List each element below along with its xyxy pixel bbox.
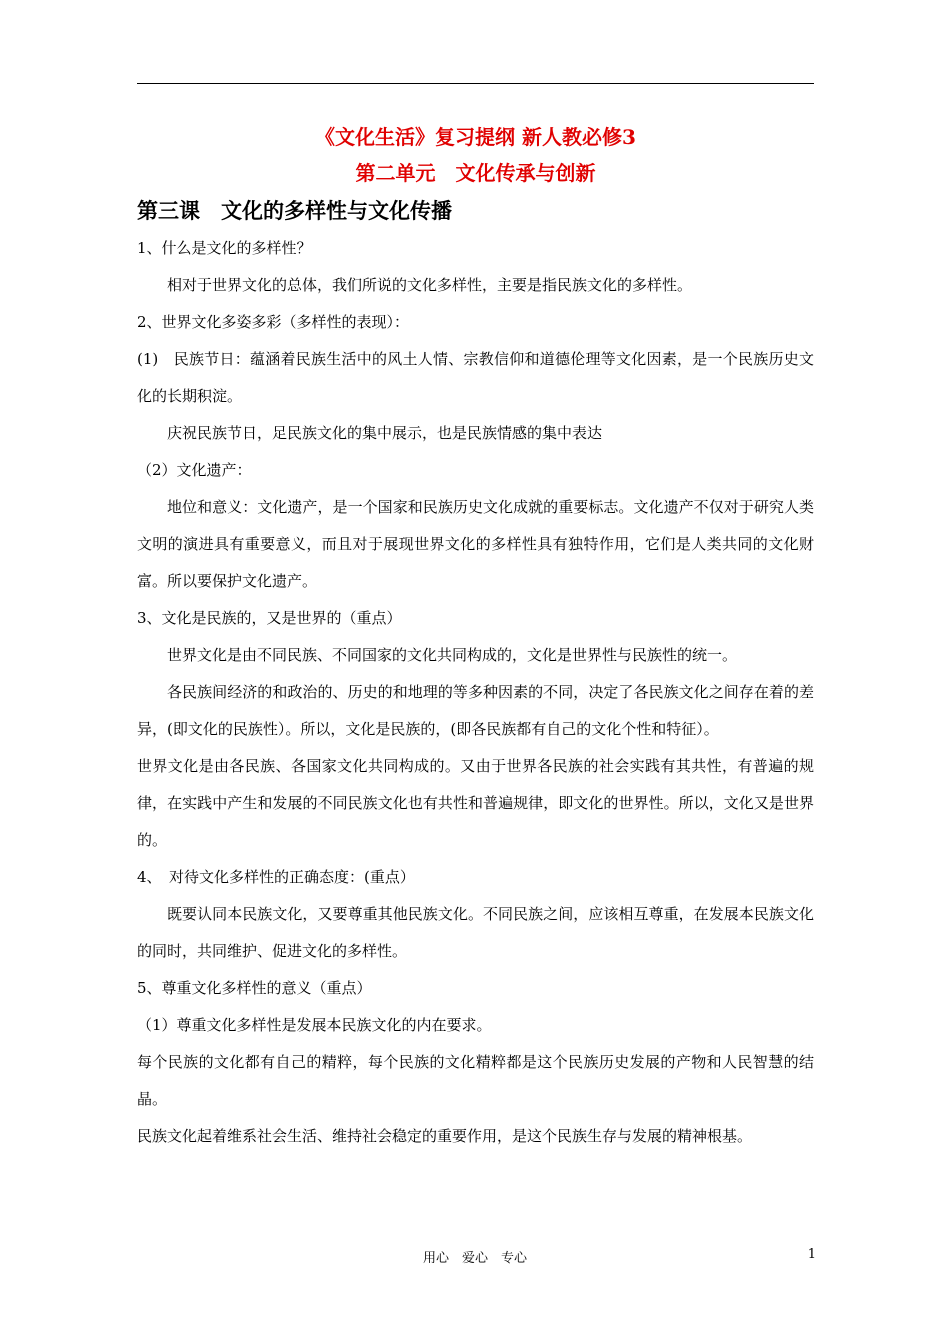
- paragraph: 地位和意义：文化遗产，是一个国家和民族历史文化成就的重要标志。文化遗产不仅对于研究人类文明的演进具有重要意义，而且对于展现世界文化的多样性具有独特作用，它们是人类共同的文化财富。所以要保护文化遗产。: [137, 498, 814, 590]
- paragraph: 世界文化是由各民族、各国家文化共同构成的。又由于世界各民族的社会实践有其共性，有普遍的规律，在实践中产生和发展的不同民族文化也有共性和普遍规律，即文化的世界性。所以，文化又是世界的。: [137, 757, 814, 849]
- footer-motto: 用心 爱心 专心: [422, 1251, 527, 1266]
- document-body: [137, 230, 814, 1155]
- paragraph: (1) 民族节日：蕴涵着民族生活中的风土人情、宗教信仰和道德伦理等文化因素，是一个民族历史文化的长期积淀。: [137, 350, 814, 405]
- paragraph: 民族文化起着维系社会生活、维持社会稳定的重要作用，是这个民族生存与发展的精神根基。: [137, 1127, 753, 1145]
- page-number: 1: [807, 1247, 816, 1262]
- question-heading: 4、 对待文化多样性的正确态度：(重点）: [137, 868, 415, 886]
- header-rule: [137, 83, 814, 84]
- lesson-heading: 第三课 文化的多样性与文化传播: [137, 198, 452, 223]
- document-title: 《文化生活》复习提纲 新人教必修3: [315, 125, 636, 149]
- question-heading: 1、什么是文化的多样性？: [137, 239, 312, 257]
- paragraph: 世界文化是由不同民族、不同国家的文化共同构成的，文化是世界性与民族性的统一。: [167, 646, 738, 664]
- paragraph: 各民族间经济的和政治的、历史的和地理的等多种因素的不同，决定了各民族文化之间存在着的差异，(即文化的民族性）。所以，文化是民族的，(即各民族都有自己的文化个性和特征）。: [137, 683, 814, 738]
- question-heading: 5、尊重文化多样性的意义（重点）: [137, 979, 372, 997]
- paragraph: 相对于世界文化的总体，我们所说的文化多样性，主要是指民族文化的多样性。: [167, 276, 693, 294]
- sub-heading: （1）尊重文化多样性是发展本民族文化的内在要求。: [137, 1016, 492, 1034]
- question-heading: 2、世界文化多姿多彩（多样性的表现）：: [137, 313, 410, 331]
- question-heading: 3、文化是民族的，又是世界的（重点）: [137, 609, 402, 627]
- paragraph: 每个民族的文化都有自己的精粹，每个民族的文化精粹都是这个民族历史发展的产物和人民智慧的结晶。: [137, 1053, 814, 1108]
- paragraph: 既要认同本民族文化，又要尊重其他民族文化。不同民族之间，应该相互尊重，在发展本民族文化的同时，共同维护、促进文化的多样性。: [137, 905, 814, 960]
- unit-title: 第二单元 文化传承与创新: [355, 161, 596, 185]
- paragraph: 庆祝民族节日，足民族文化的集中展示，也是民族情感的集中表达: [167, 424, 603, 442]
- sub-heading: （2）文化遗产：: [137, 461, 252, 479]
